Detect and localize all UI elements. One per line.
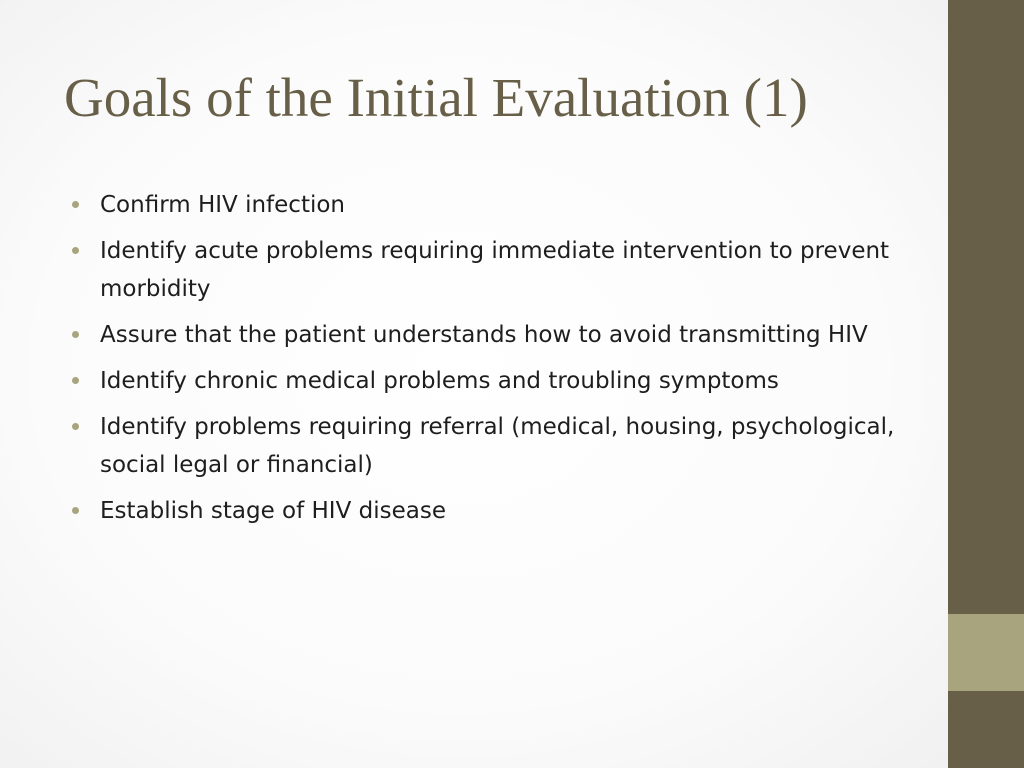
bullet-text: Assure that the patient understands how to avoid transmitting HIV xyxy=(100,322,868,348)
bullet-item xyxy=(72,362,902,400)
bullet-dot-icon xyxy=(72,247,79,254)
bullet-text: Confirm HIV infection xyxy=(100,192,346,218)
bullet-dot-icon xyxy=(72,331,79,338)
bullet-dot-icon xyxy=(72,377,79,384)
bullet-dot-icon xyxy=(72,507,79,514)
side-bar-accent-block xyxy=(948,614,1024,691)
bullet-dot-icon xyxy=(72,201,79,208)
bullet-item xyxy=(72,232,902,308)
bullet-list xyxy=(72,186,902,538)
bullet-item xyxy=(72,408,902,484)
slide-title: Goals of the Initial Evaluation (1) xyxy=(64,67,808,128)
bullet-item xyxy=(72,492,902,530)
bullet-text: Identify chronic medical problems and troubling symptoms xyxy=(100,368,779,394)
bullet-text: Identify acute problems requiring immediate intervention to prevent morbidity xyxy=(100,238,890,302)
bullet-item xyxy=(72,186,902,224)
bullet-text: Identify problems requiring referral (medical, housing, psychological, social legal or financial) xyxy=(100,414,895,478)
bullet-text: Establish stage of HIV disease xyxy=(100,498,446,524)
bullet-item xyxy=(72,316,902,354)
bullet-dot-icon xyxy=(72,423,79,430)
